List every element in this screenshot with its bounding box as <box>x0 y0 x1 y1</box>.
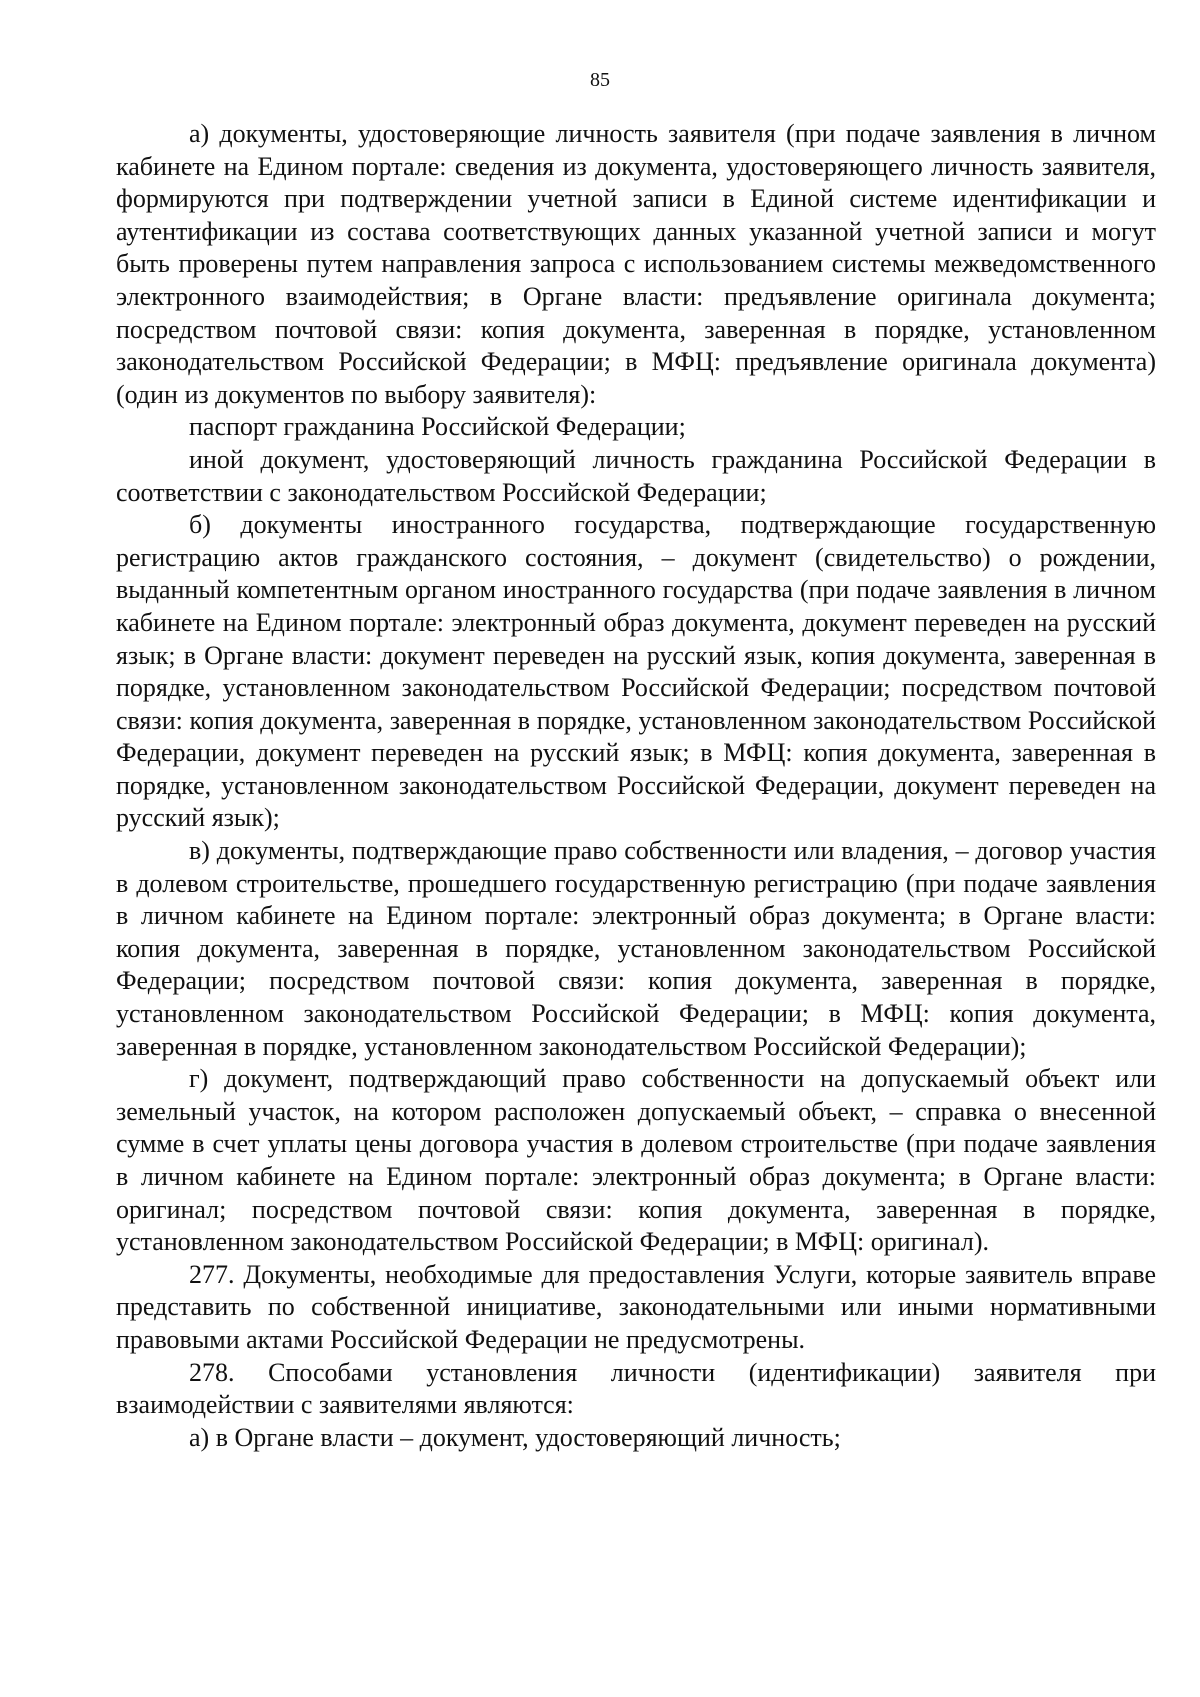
paragraph-passport: паспорт гражданина Российской Федерации; <box>189 412 686 442</box>
paragraph-278-a: а) в Органе власти – документ, удостоверяющий личность; <box>189 1422 841 1452</box>
paragraph-277: 277. Документы, необходимые для предоставления Услуги, которые заявитель вправе представить по собственной инициативе, законодательными или иными нормативными правовыми актами Российской Федерации не предусмотрены. <box>116 1259 1156 1354</box>
document-body <box>116 118 1156 1454</box>
page-number: 85 <box>590 69 610 91</box>
paragraph-a-identity-documents: а) документы, удостоверяющие личность заявителя (при подаче заявления в личном кабинете на Едином портале: сведения из документа, удостоверяющего личность заявителя, формируются при подтверждении учетной записи в Единой системе идентификации и аутентификации из состава соответствующих данных указанной учетной записи и могут быть проверены путем направления запроса с использованием системы межведомственного электронного взаимодействия; в Органе власти: предъявление оригинала документа; посредством почтовой связи: копия документа, заверенная в порядке, установленном законодательством Российской Федерации; в МФЦ: предъявление оригинала документа) (один из документов по выбору заявителя): <box>116 119 1156 409</box>
paragraph-other-identity-document: иной документ, удостоверяющий личность гражданина Российской Федерации в соответствии с законодательством Российской Федерации; <box>116 444 1156 507</box>
paragraph-b-foreign-documents: б) документы иностранного государства, подтверждающие государственную регистрацию актов гражданского состояния, – документ (свидетельство) о рождении, выданный компетентным органом иностранного государства (при подаче заявления в личном кабинете на Едином портале: электронный образ документа, документ переведен на русский язык; в Органе власти: документ переведен на русский язык, копия документа, заверенная в порядке, установленном законодательством Российской Федерации; посредством почтовой связи: копия документа, заверенная в порядке, установленном законодательством Российской Федерации, документ переведен на русский язык; в МФЦ: копия документа, заверенная в порядке, установленном законодательством Российской Федерации, документ переведен на русский язык); <box>116 510 1156 833</box>
paragraph-v-ownership-documents: в) документы, подтверждающие право собственности или владения, – договор участия в долевом строительстве, прошедшего государственную регистрацию (при подаче заявления в личном кабинете на Едином портале: электронный образ документа; в Органе власти: копия документа, заверенная в порядке, установленном законодательством Российской Федерации; посредством почтовой связи: копия документа, заверенная в порядке, установленном законодательством Российской Федерации; в МФЦ: копия документа, заверенная в порядке, установленном законодательством Российской Федерации); <box>116 836 1156 1061</box>
paragraph-278: 278. Способами установления личности (идентификации) заявителя при взаимодействии с заявителями являются: <box>116 1357 1156 1420</box>
paragraph-g-ownership-confirmation: г) документ, подтверждающий право собственности на допускаемый объект или земельный участок, на котором расположен допускаемый объект, – справка о внесенной сумме в счет уплаты цены договора участия в долевом строительстве (при подаче заявления в личном кабинете на Едином портале: электронный образ документа; в Органе власти: оригинал; посредством почтовой связи: копия документа, заверенная в порядке, установленном законодательством Российской Федерации; в МФЦ: оригинал). <box>116 1064 1156 1257</box>
